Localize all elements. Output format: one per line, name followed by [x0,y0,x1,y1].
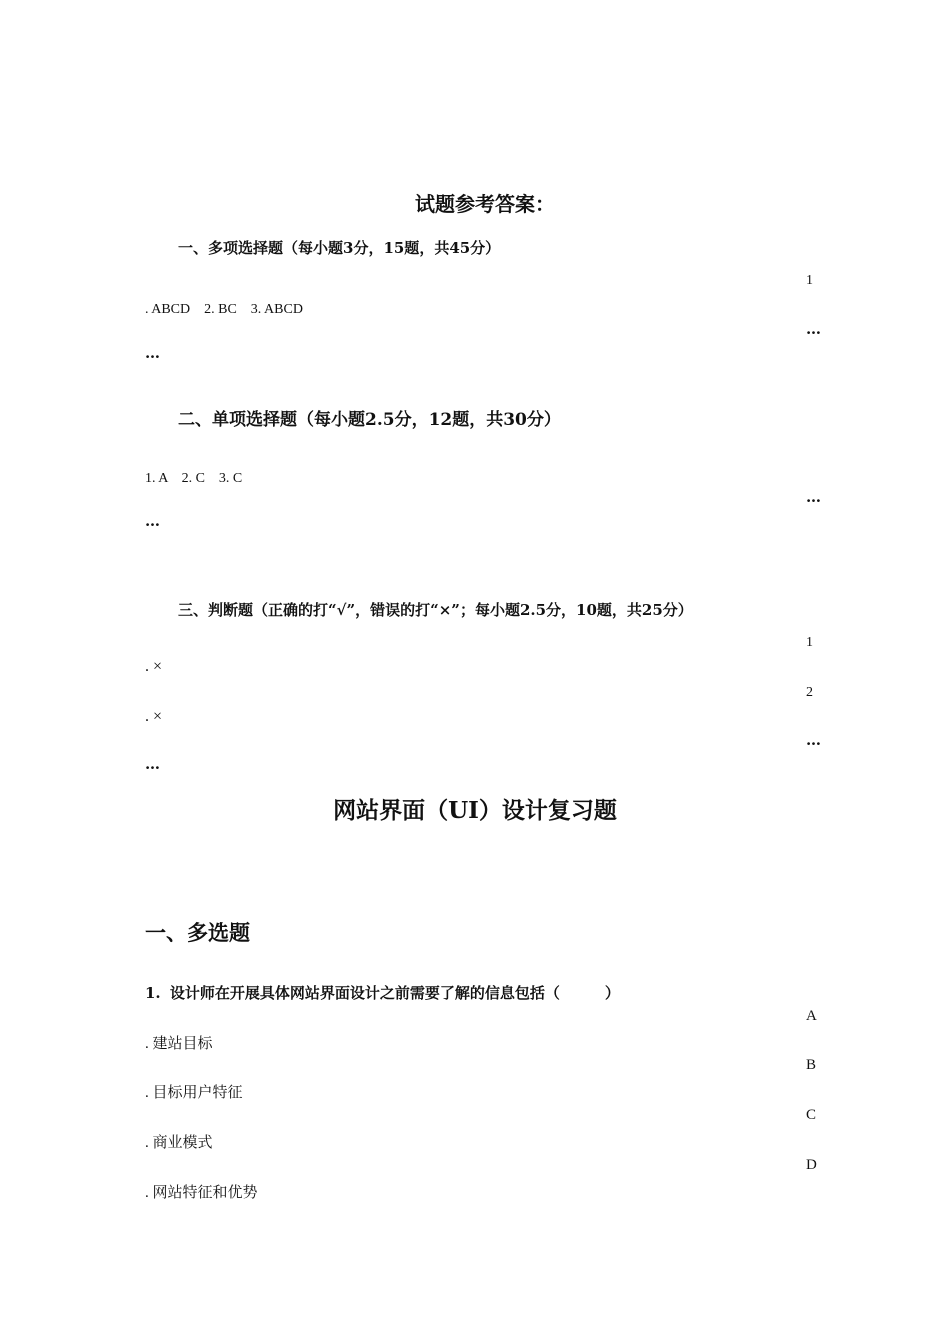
section-3-side-number-2: 2 [806,685,813,700]
section-3-side-number-1: 1 [806,635,813,650]
question-text: 设计师在开展具体网站界面设计之前需要了解的信息包括（ ） [169,984,620,1002]
question-number: 1. [145,984,161,1002]
option-text-d: . 网站特征和优势 [145,1185,258,1201]
option-letter-d: D [806,1157,817,1173]
answers-title: 试题参考答案： [415,192,555,216]
section-3-answer-line-2: . × [145,708,163,725]
section-2-ellipsis-left: … [145,512,159,530]
section-3-ellipsis-right: … [806,731,820,749]
section-2-heading: 二、单项选择题（每小题2.5分，12题，共30分） [178,410,561,430]
option-text-c: . 商业模式 [145,1135,213,1151]
option-text-b: . 目标用户特征 [145,1085,243,1101]
section-1-answer-line: . ABCD 2. BC 3. ABCD [145,302,303,317]
section-1-ellipsis-right: … [806,320,820,338]
section-3-ellipsis-left: … [145,755,159,773]
section-3-heading: 三、判断题（正确的打“√”，错误的打“×”；每小题2.5分，10题，共25分） [178,601,693,619]
section-2-answer-line: 1. A 2. C 3. C [145,471,243,486]
option-letter-b: B [806,1057,817,1073]
question-1 [145,982,620,1003]
option-letter-a: A [806,1008,817,1024]
option-letter-c: C [806,1107,817,1123]
section-1-side-number: 1 [806,273,813,288]
section-2-ellipsis-right: … [806,488,820,506]
review-title: 网站界面（UI）设计复习题 [333,797,617,824]
section-1-heading: 一、多项选择题（每小题3分，15题，共45分） [178,239,501,257]
section-3-answer-line-1: . × [145,658,163,675]
option-text-a: . 建站目标 [145,1036,213,1052]
section-1-ellipsis-left: … [145,344,159,362]
part-heading: 一、多选题 [145,920,250,945]
